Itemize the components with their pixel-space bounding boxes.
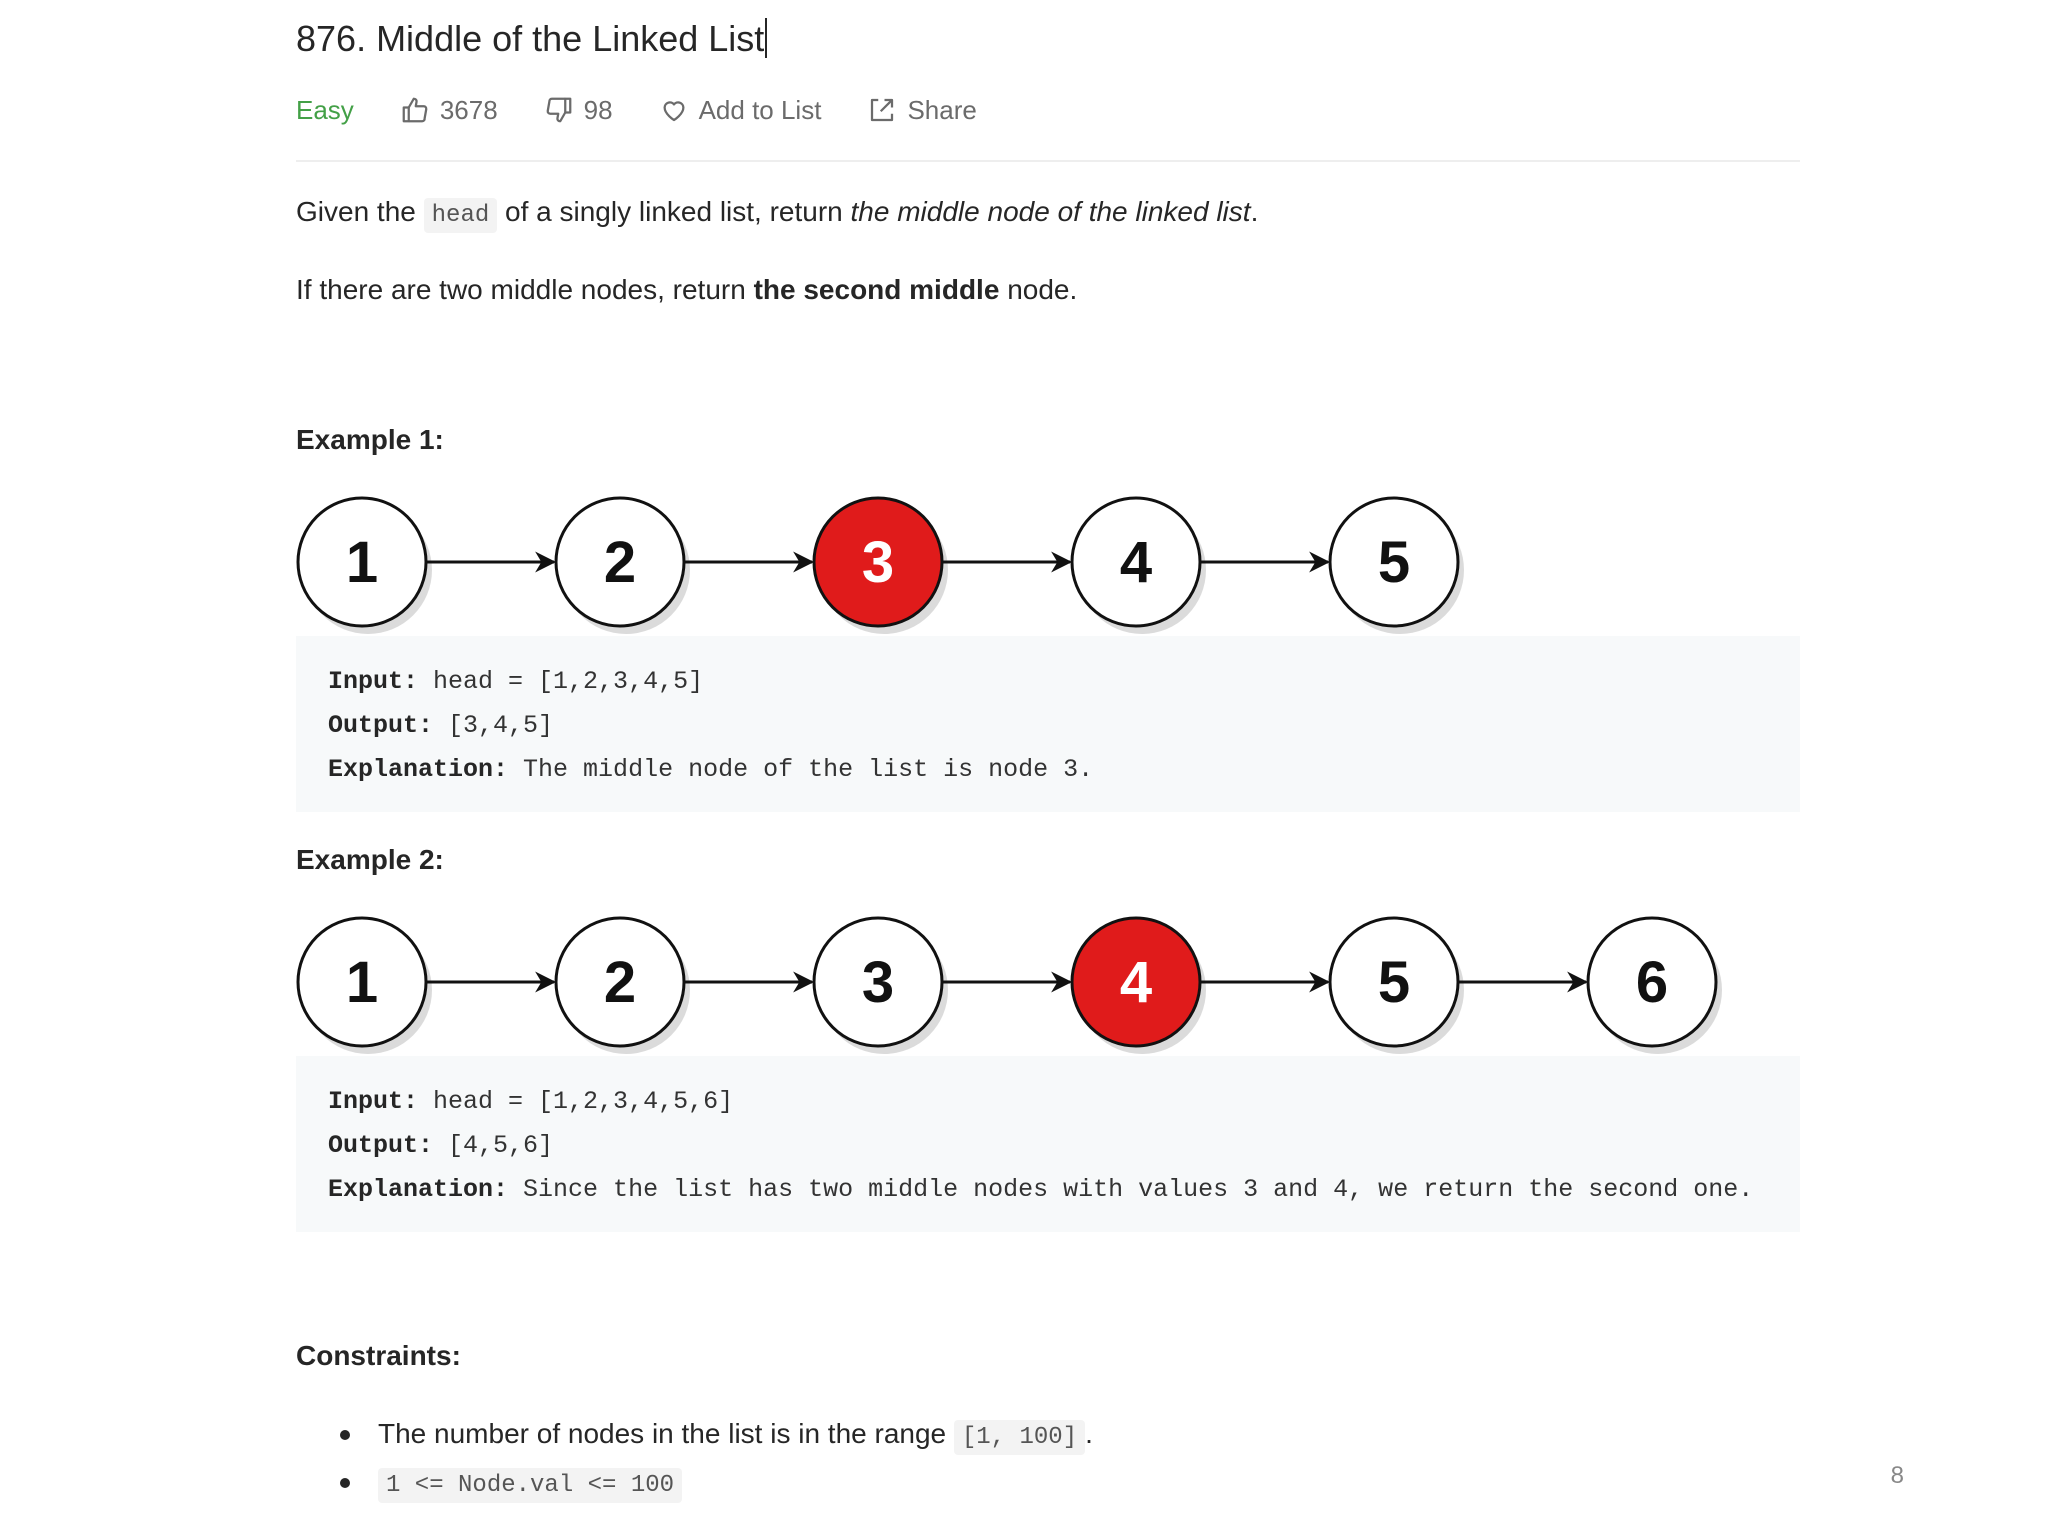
list-node	[1588, 918, 1722, 1054]
desc-text: of a singly linked list, return	[505, 196, 843, 227]
example-output-line	[328, 704, 1768, 748]
example-output-line	[328, 1124, 1768, 1168]
constraints-heading: Constraints:	[296, 1340, 461, 1371]
like-button[interactable]	[400, 95, 498, 126]
example-input-line	[328, 1080, 1768, 1124]
input-label: Input:	[328, 667, 419, 696]
node-value: 3	[861, 530, 895, 595]
list-node	[814, 918, 948, 1054]
list-node	[298, 918, 432, 1054]
heart-icon	[659, 95, 689, 125]
page-number: 8	[1890, 1462, 1904, 1489]
desc-text: If there are two middle nodes, return	[296, 274, 746, 305]
explanation-label: Explanation:	[328, 1175, 509, 1204]
example-2-diagram	[296, 910, 1800, 1065]
share-label: Share	[907, 94, 977, 125]
desc-italic: the middle node of the linked list	[850, 196, 1251, 227]
explanation-value: Since the list has two middle nodes with values 3 and 4, we return the second one.	[523, 1175, 1754, 1204]
output-label: Output:	[328, 1131, 434, 1160]
list-node	[814, 498, 948, 634]
list-node	[1330, 498, 1464, 634]
input-label: Input:	[328, 1087, 419, 1116]
like-count: 3678	[439, 94, 498, 125]
inline-code: head	[424, 198, 498, 233]
text-cursor	[765, 18, 767, 58]
dislike-count: 98	[583, 94, 613, 125]
node-value: 4	[1119, 530, 1153, 595]
thumbs-down-icon	[544, 95, 574, 125]
node-value: 3	[861, 950, 895, 1015]
node-value: 4	[1119, 950, 1153, 1015]
input-value: head = [1,2,3,4,5,6]	[433, 1087, 734, 1116]
constraint-item	[336, 1410, 1093, 1458]
difficulty-badge: Easy	[296, 94, 354, 125]
node-value: 5	[1377, 530, 1411, 595]
constraints-list	[336, 1410, 1093, 1506]
header-divider	[296, 160, 1800, 162]
add-to-list-button[interactable]	[659, 95, 822, 126]
node-value: 5	[1377, 950, 1411, 1015]
desc-text: .	[1250, 196, 1259, 227]
problem-title	[296, 18, 767, 60]
example-2-heading: Example 2:	[296, 844, 444, 875]
share-button[interactable]	[867, 95, 976, 126]
thumbs-up-icon	[400, 95, 430, 125]
constraint-text: .	[1085, 1418, 1093, 1449]
example-1-diagram	[296, 490, 1800, 645]
node-value: 1	[345, 950, 379, 1015]
node-value: 1	[345, 530, 379, 595]
linked-list-diagram	[296, 910, 1800, 1060]
node-value: 6	[1635, 950, 1669, 1015]
dislike-button[interactable]	[544, 95, 613, 126]
desc-text: Given the	[296, 196, 416, 227]
desc-bold: the second middle	[753, 274, 1000, 305]
list-node	[556, 918, 690, 1054]
constraint-item	[336, 1458, 1093, 1506]
add-to-list-label: Add to List	[698, 94, 822, 125]
inline-code: [1, 100]	[954, 1420, 1085, 1455]
explanation-label: Explanation:	[328, 755, 509, 784]
example-2-code-block	[296, 1056, 1800, 1232]
example-1-heading: Example 1:	[296, 424, 444, 455]
explanation-value: The middle node of the list is node 3.	[523, 755, 1094, 784]
inline-code: 1 <= Node.val <= 100	[378, 1468, 682, 1503]
list-node	[1072, 918, 1206, 1054]
list-node	[298, 498, 432, 634]
output-value: [4,5,6]	[448, 1131, 554, 1160]
constraint-text: The number of nodes in the list is in the range	[378, 1418, 947, 1449]
node-value: 2	[603, 950, 637, 1015]
list-node	[1072, 498, 1206, 634]
node-value: 2	[603, 530, 637, 595]
input-value: head = [1,2,3,4,5]	[433, 667, 704, 696]
example-1-code-block	[296, 636, 1800, 812]
example-input-line	[328, 660, 1768, 704]
example-explanation-line	[328, 1168, 1768, 1212]
desc-text: node.	[1007, 274, 1078, 305]
list-node	[556, 498, 690, 634]
output-label: Output:	[328, 711, 434, 740]
description-paragraph-2	[296, 274, 1077, 306]
example-explanation-line	[328, 748, 1768, 792]
output-value: [3,4,5]	[448, 711, 554, 740]
description-paragraph-1	[296, 196, 1258, 229]
list-node	[1330, 918, 1464, 1054]
linked-list-diagram	[296, 490, 1800, 640]
problem-meta-bar	[296, 90, 1023, 130]
share-icon	[867, 95, 897, 125]
problem-title-text: 876. Middle of the Linked List	[296, 18, 765, 59]
